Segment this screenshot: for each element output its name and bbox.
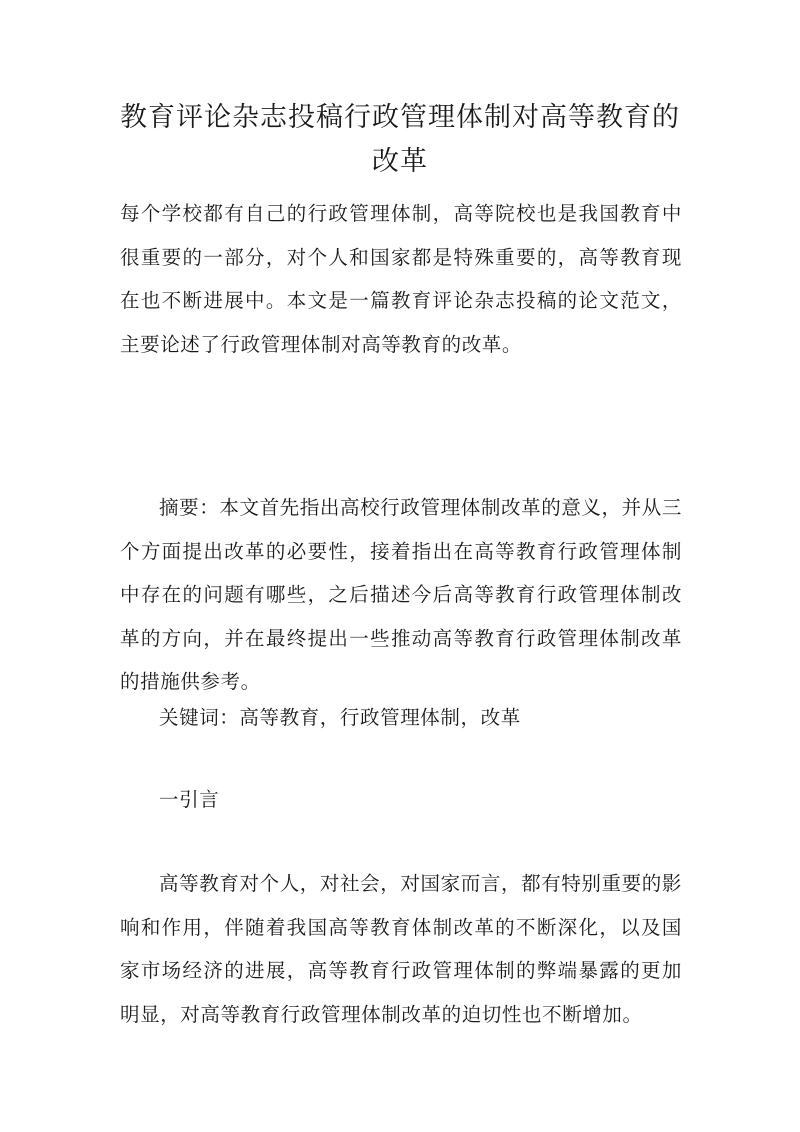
body-paragraph: 高等教育对个人，对社会，对国家而言，都有特别重要的影响和作用，伴随着我国高等教育体制改革的不断深化，以及国家市场经济的进展，高等教育行政管理体制的弊端暴露的更加明显，对高等教育行政管理体制改革的迫切性也不断增加。: [120, 872, 682, 1026]
section-heading: 一引言: [159, 788, 220, 811]
intro-paragraph: 每个学校都有自己的行政管理体制，高等院校也是我国教育中很重要的一部分，对个人和国家都是特殊重要的，高等教育现在也不断进展中。本文是一篇教育评论杂志投稿的论文范文，主要论述了行政管理体制对高等教育的改革。: [120, 202, 682, 356]
abstract-paragraph: 摘要：本文首先指出高校行政管理体制改革的意义，并从三个方面提出改革的必要性，接着指出在高等教育行政管理体制中存在的问题有哪些，之后描述今后高等教育行政管理体制改革的方向，并在最终提出一些推动高等教育行政管理体制改革的措施供参考。: [120, 496, 682, 693]
keywords-line: 关键词：高等教育，行政管理体制，改革: [159, 706, 521, 729]
document-title: 教育评论杂志投稿行政管理体制对高等教育的改革: [120, 102, 680, 177]
